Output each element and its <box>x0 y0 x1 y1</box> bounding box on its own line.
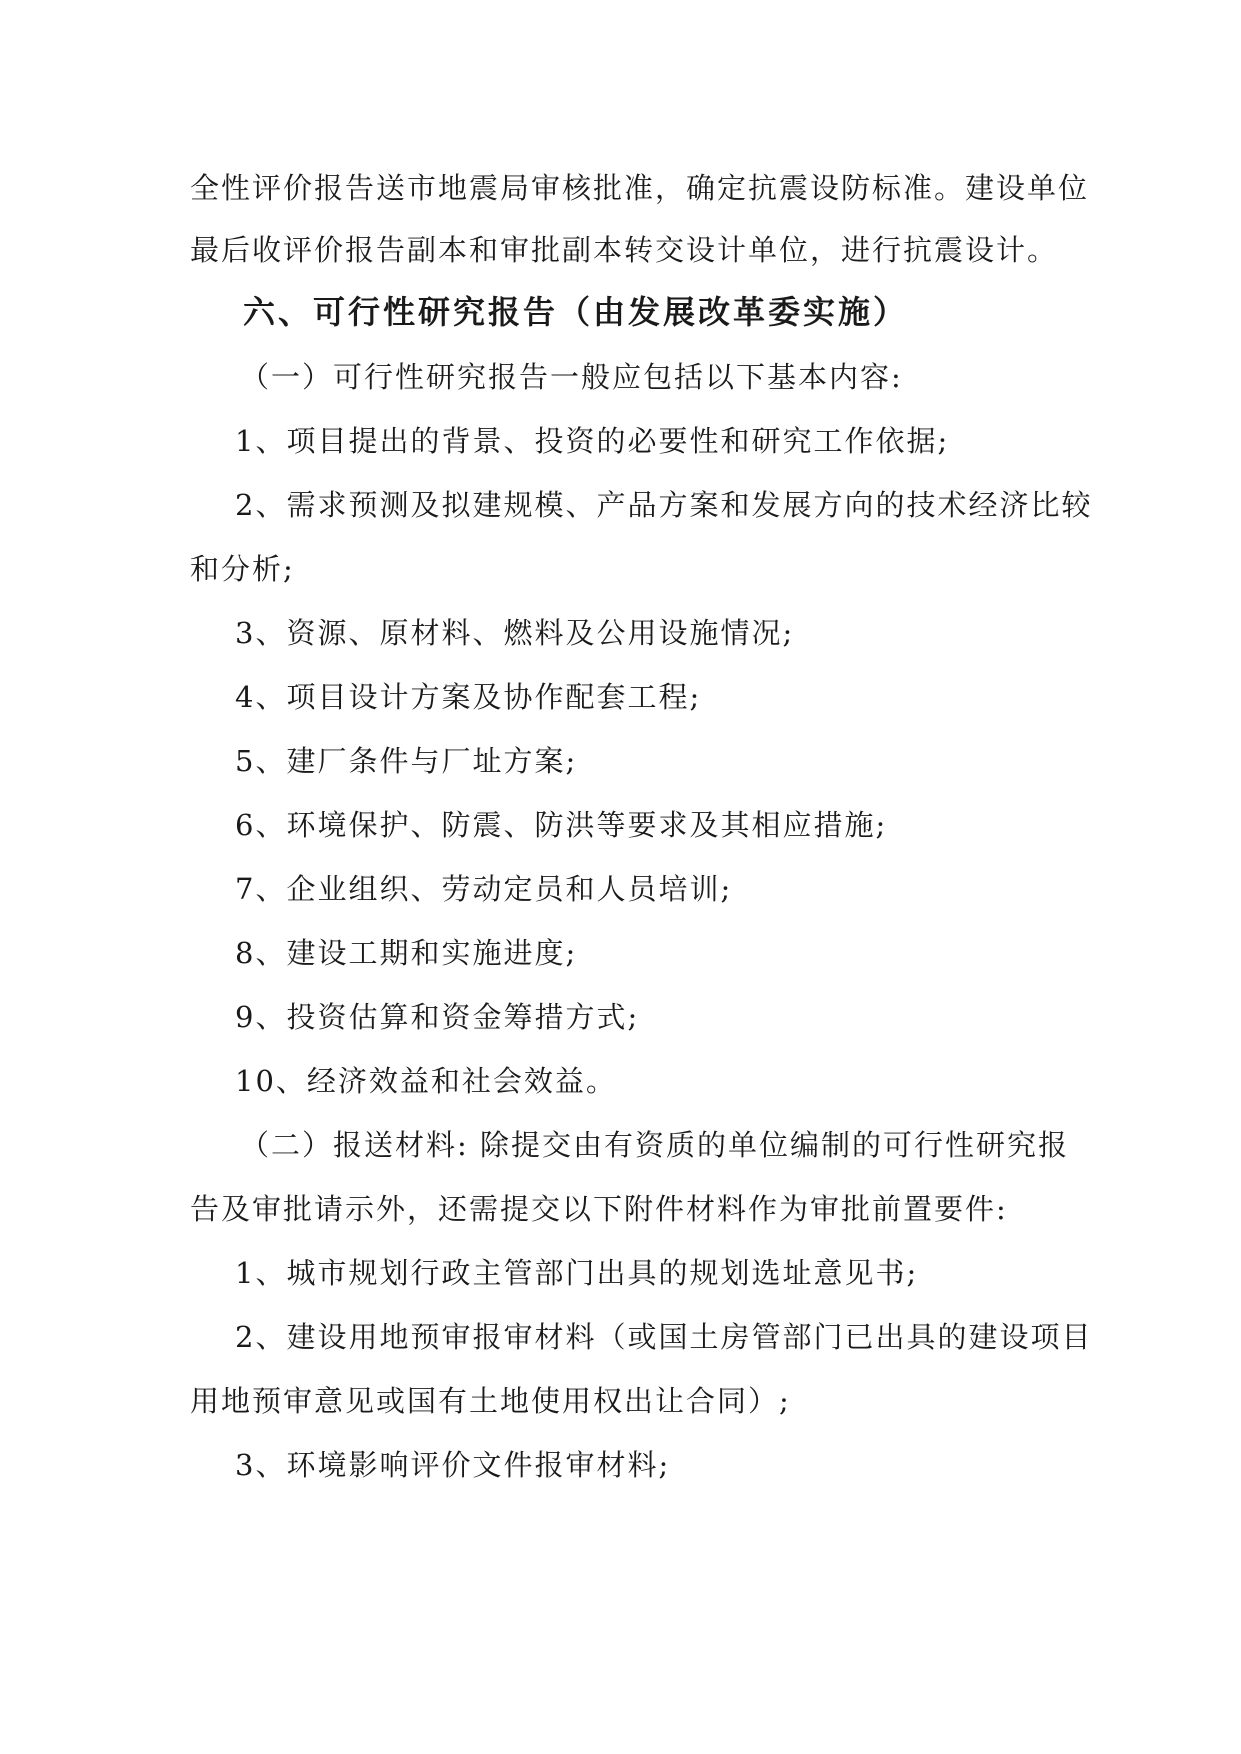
body-text-line: 最后收评价报告副本和审批副本转交设计单位，进行抗震设计。 <box>190 233 1059 267</box>
list-item-continuation: 用地预审意见或国有土地使用权出让合同）; <box>190 1384 791 1418</box>
list-item: 1、城市规划行政主管部门出具的规划选址意见书; <box>235 1256 919 1290</box>
list-item: 5、建厂条件与厂址方案; <box>235 744 578 778</box>
list-item: 3、环境影响评价文件报审材料; <box>235 1448 671 1482</box>
list-item: 6、环境保护、防震、防洪等要求及其相应措施; <box>235 808 888 842</box>
list-item: 10、经济效益和社会效益。 <box>235 1064 617 1098</box>
list-item: 1、项目提出的背景、投资的必要性和研究工作依据; <box>235 424 950 458</box>
list-item: 8、建设工期和实施进度; <box>235 936 578 970</box>
list-item: 2、建设用地预审报审材料（或国土房管部门已出具的建设项目 <box>235 1320 1093 1354</box>
list-item: 7、企业组织、劳动定员和人员培训; <box>235 872 733 906</box>
list-item: 9、投资估算和资金筹措方式; <box>235 1000 640 1034</box>
list-item: 2、需求预测及拟建规模、产品方案和发展方向的技术经济比较 <box>235 488 1093 522</box>
list-item-continuation: 和分析; <box>190 552 295 586</box>
section-heading: 六、可行性研究报告（由发展改革委实施） <box>243 293 909 331</box>
body-text-line: 全性评价报告送市地震局审核批准，确定抗震设防标准。建设单位 <box>190 171 1090 205</box>
list-item: 3、资源、原材料、燃料及公用设施情况; <box>235 616 795 650</box>
body-text-line: 告及审批请示外，还需提交以下附件材料作为审批前置要件: <box>190 1192 1008 1226</box>
subsection-heading: （二）报送材料: 除提交由有资质的单位编制的可行性研究报 <box>240 1128 1069 1162</box>
list-item: 4、项目设计方案及协作配套工程; <box>235 680 702 714</box>
subsection-heading: （一）可行性研究报告一般应包括以下基本内容: <box>240 360 903 394</box>
